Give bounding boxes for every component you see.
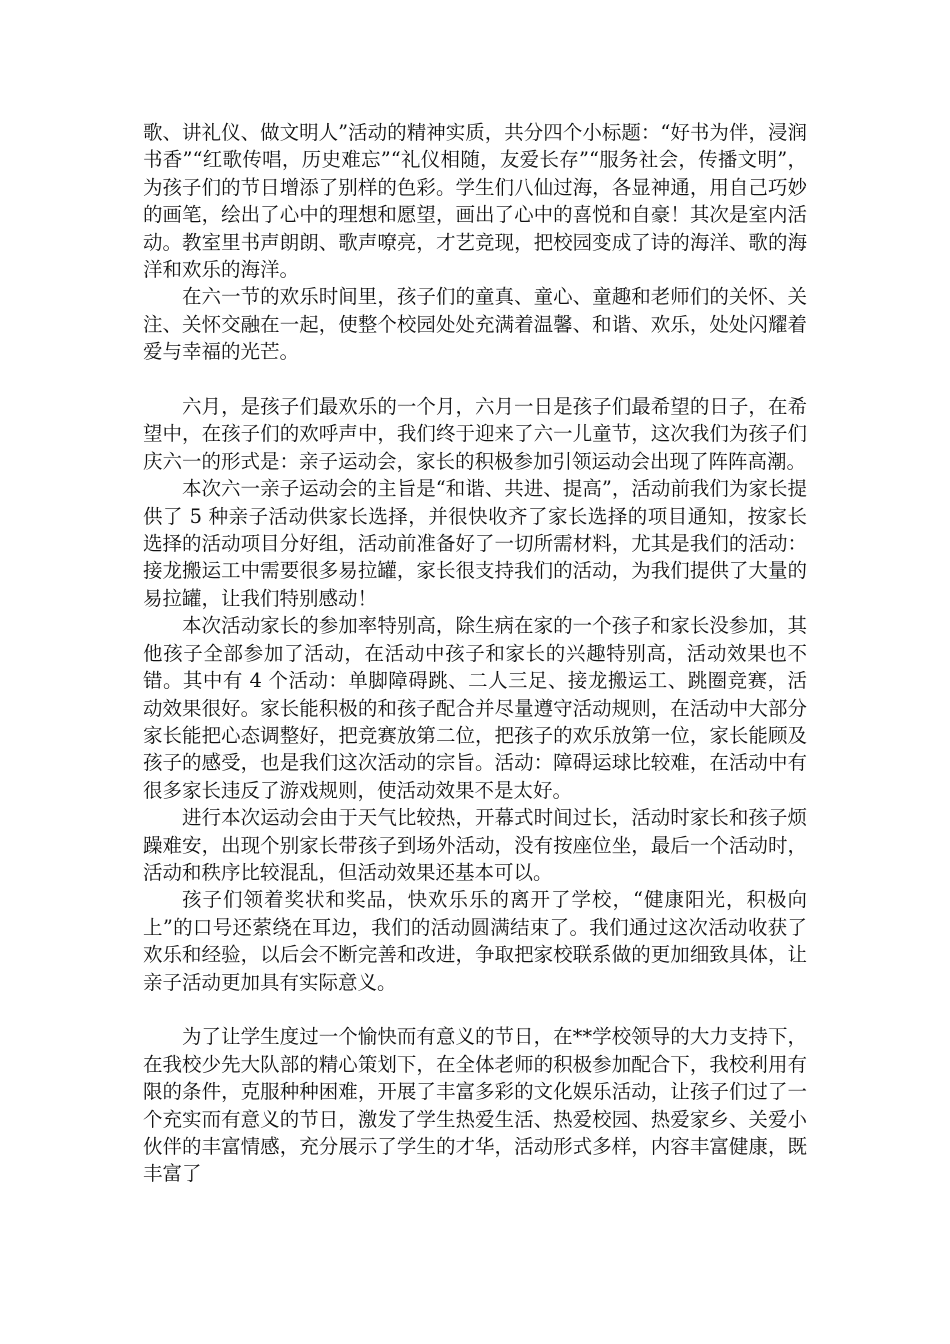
- paragraph: 本次六一亲子运动会的主旨是“和谐、共进、提高”，活动前我们为家长提供了 5 种亲子活动供家长选择，并很快收齐了家长选择的项目通知，按家长选择的活动项目分好组，活动前准备好了一切所需材料，尤其是我们的活动：接龙搬运工中需要很多易拉罐，家长很支持我们的活动，为我们提供了大量的易拉罐，让我们特别感动！: [143, 477, 807, 610]
- paragraph-gap: [143, 996, 807, 1023]
- paragraph: 六月，是孩子们最欢乐的一个月，六月一日是孩子们最希望的日子，在希望中，在孩子们的欢呼声中，我们终于迎来了六一儿童节，这次我们为孩子们庆六一的形式是：亲子运动会，家长的积极参加引领运动会出现了阵阵高潮。: [143, 395, 807, 473]
- document-page: [143, 119, 807, 1188]
- paragraph: 歌、讲礼仪、做文明人”活动的精神实质，共分四个小标题：“好书为伴，浸润书香”“红歌传唱，历史难忘”“礼仪相随，友爱长存”“服务社会，传播文明”，为孩子们的节日增添了别样的色彩。学生们八仙过海，各显神通，用自己巧妙的画笔，绘出了心中的理想和愿望，画出了心中的喜悦和自豪！其次是室内活动。教室里书声朗朗、歌声嘹亮，才艺竞现，把校园变成了诗的海洋、歌的海洋和欢乐的海洋。: [143, 121, 807, 282]
- paragraph: 在六一节的欢乐时间里，孩子们的童真、童心、童趣和老师们的关怀、关注、关怀交融在一起，使整个校园处处充满着温馨、和谐、欢乐，处处闪耀着爱与幸福的光芒。: [143, 285, 807, 364]
- paragraph: 孩子们领着奖状和奖品，快欢乐乐的离开了学校，“健康阳光，积极向上”的口号还萦绕在耳边，我们的活动圆满结束了。我们通过这次活动收获了欢乐和经验，以后会不断完善和改进，争取把家校联系做的更加细致具体，让亲子活动更加具有实际意义。: [143, 888, 807, 994]
- paragraph: 本次活动家长的参加率特别高，除生病在家的一个孩子和家长没参加，其他孩子全部参加了活动，在活动中孩子和家长的兴趣特别高，活动效果也不错。其中有 4 个活动：单脚障碍跳、二人三足、接龙搬运工、跳圈竞赛，活动效果很好。家长能积极的和孩子配合并尽量遵守活动规则，在活动中大部分家长能把心态调整好，把竞赛放第二位，把孩子的欢乐放第一位，家长能顾及孩子的感受，也是我们这次活动的宗旨。活动：障碍运球比较难，在活动中有很多家长违反了游戏规则，使活动效果不是太好。: [143, 614, 807, 802]
- paragraph: 为了让学生度过一个愉快而有意义的节日，在**学校领导的大力支持下，在我校少先大队部的精心策划下，在全体老师的积极参加配合下，我校利用有限的条件，克服种种困难，开展了丰富多彩的文化娱乐活动，让孩子们过了一个充实而有意义的节日，激发了学生热爱生活、热爱校园、热爱家乡、关爱小伙伴的丰富情感，充分展示了学生的才华，活动形式多样，内容丰富健康，既丰富了: [143, 1025, 807, 1186]
- paragraph: 进行本次运动会由于天气比较热，开幕式时间过长，活动时家长和孩子烦躁难安，出现个别家长带孩子到场外活动，没有按座位坐，最后一个活动时，活动和秩序比较混乱，但活动效果还基本可以。: [143, 806, 807, 884]
- paragraph-gap: [143, 366, 807, 393]
